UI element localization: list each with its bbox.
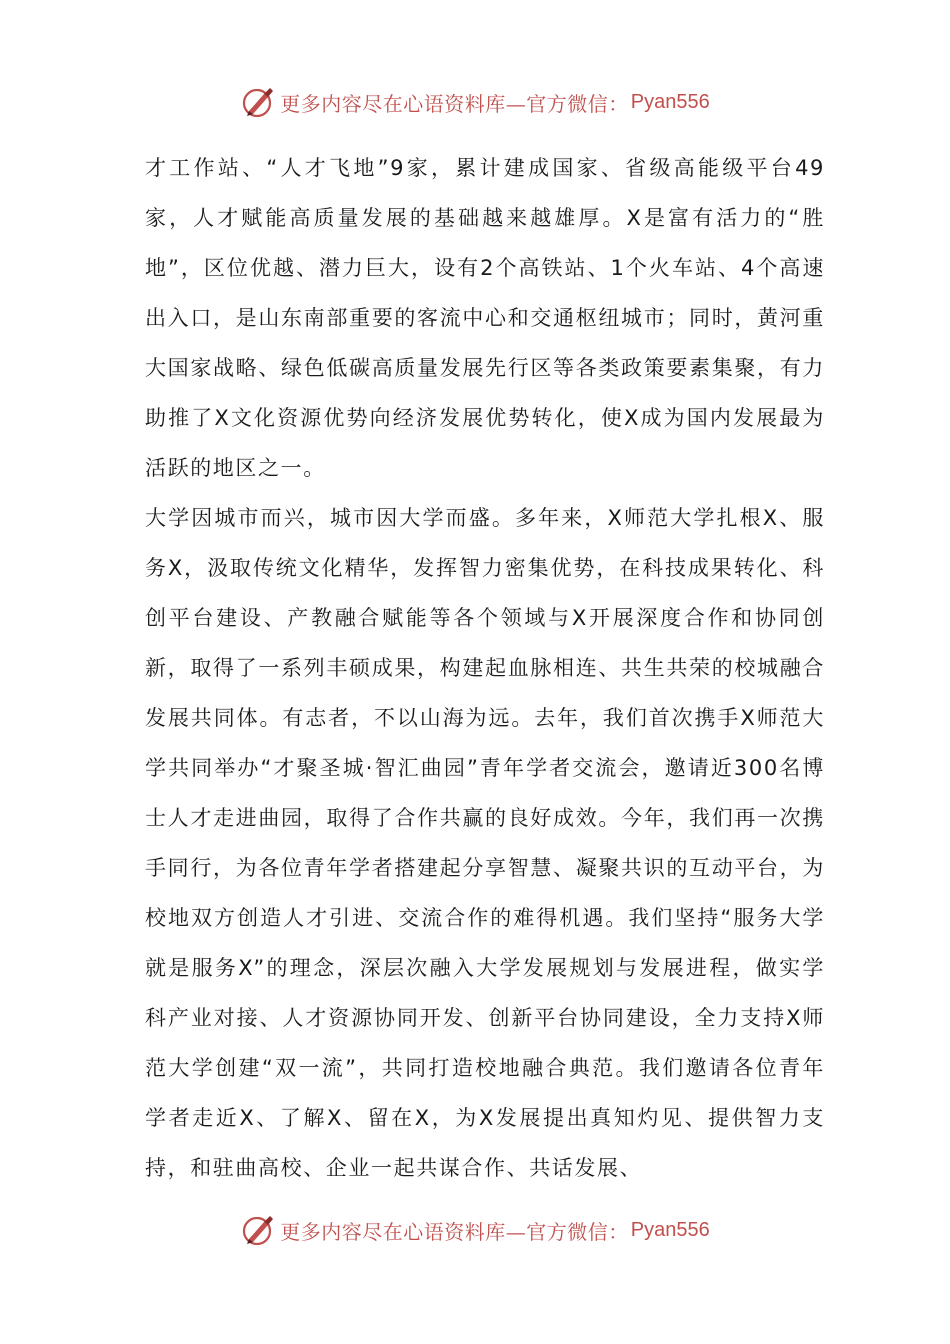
pen-logo-icon bbox=[240, 84, 276, 120]
footer-banner bbox=[0, 1210, 950, 1250]
wechat-id: Pyan556 bbox=[630, 1218, 710, 1241]
pen-logo-icon bbox=[240, 1212, 276, 1248]
header-banner bbox=[0, 82, 950, 122]
wechat-id: Pyan556 bbox=[630, 90, 710, 113]
document-body bbox=[145, 143, 825, 1193]
banner-text: 更多内容尽在心语资料库—官方微信： bbox=[280, 91, 629, 116]
paragraph-1: 才工作站、“人才飞地”9家，累计建成国家、省级高能级平台49家，人才赋能高质量发展的基础越来越雄厚。X是富有活力的“胜地”，区位优越、潜力巨大，设有2个高铁站、1个火车站、4个高速出入口，是山东南部重要的客流中心和交通枢纽城市；同时，黄河重大国家战略、绿色低碳高质量发展先行区等各类政策要素集聚，有力助推了X文化资源优势向经济发展优势转化，使X成为国内发展最为活跃的地区之一。 bbox=[145, 156, 825, 480]
paragraph-2: 大学因城市而兴，城市因大学而盛。多年来，X师范大学扎根X、服务X，汲取传统文化精华，发挥智力密集优势，在科技成果转化、科创平台建设、产教融合赋能等各个领域与X开展深度合作和协同创新，取得了一系列丰硕成果，构建起血脉相连、共生共荣的校城融合发展共同体。有志者，不以山海为远。去年，我们首次携手X师范大学共同举办“才聚圣城·智汇曲园”青年学者交流会，邀请近300名博士人才走进曲园，取得了合作共赢的良好成效。今年，我们再一次携手同行，为各位青年学者搭建起分享智慧、凝聚共识的互动平台，为校地双方创造人才引进、交流合作的难得机遇。我们坚持“服务大学就是服务X”的理念，深层次融入大学发展规划与发展进程，做实学科产业对接、人才资源协同开发、创新平台协同建设，全力支持X师范大学创建“双一流”，共同打造校地融合典范。我们邀请各位青年学者走近X、了解X、留在X，为X发展提出真知灼见、提供智力支持，和驻曲高校、企业一起共谋合作、共话发展、 bbox=[145, 506, 825, 1180]
banner-text: 更多内容尽在心语资料库—官方微信： bbox=[280, 1219, 629, 1244]
